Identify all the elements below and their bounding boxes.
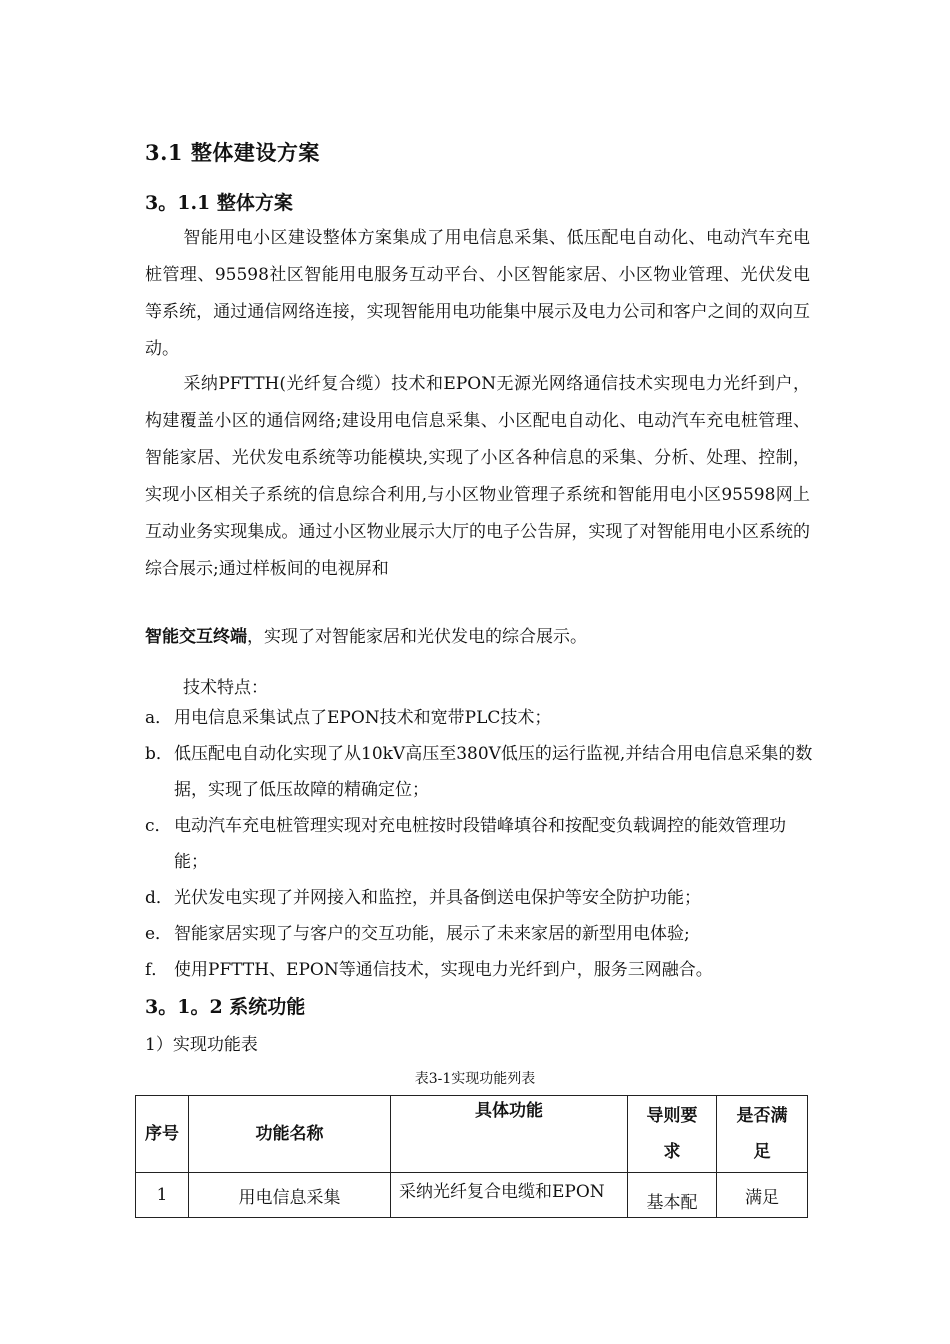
feature-marker: e． <box>145 924 173 944</box>
header-requirement <box>628 1096 717 1173</box>
table-caption: 表3-1实现功能列表 <box>414 1071 536 1087</box>
feature-text: 智能家居实现了与客户的交互功能，展示了未来家居的新型用电体验; <box>174 924 690 944</box>
subsection-title-overall: 3。1.1 整体方案 <box>145 192 293 214</box>
feature-item-b <box>145 736 815 808</box>
cell-seq: 1 <box>136 1173 189 1218</box>
header-detail: 具体功能 <box>391 1096 628 1173</box>
feature-marker: a． <box>145 708 173 728</box>
paragraph-overview-text: 智能用电小区建设整体方案集成了用电信息采集、低压配电自动化、电动汽车充电桩管理、95598社区智能用电服务互动平台、小区智能家居、小区物业管理、光伏发电等系统，通过通信网络连接，实现智能用电功能集中展示及电力公司和客户之间的双向互动。 <box>145 228 810 359</box>
function-table <box>135 1095 808 1218</box>
paragraph-tail <box>145 622 587 647</box>
table-row <box>136 1173 808 1218</box>
features-label: 技术特点： <box>183 678 268 698</box>
paragraph-technology-text: 采纳PFTTH(光纤复合缆）技术和EPON无源光网络通信技术实现电力光纤到户，构建覆盖小区的通信网络;建设用电信息采集、小区配电自动化、电动汽车充电桩管理、智能家居、光伏发电系统等功能模块,实现了小区各种信息的采集、分析、处理、控制，实现小区相关子系统的信息综合利用,与小区物业管理子系统和智能用电小区95598网上互动业务实现集成。通过小区物业展示大厅的电子公告屏，实现了对智能用电小区系统的综合展示;通过样板间的电视屏和 <box>145 374 810 579</box>
feature-item-a <box>145 700 815 736</box>
header-seq <box>136 1096 189 1173</box>
header-satisfied <box>717 1096 808 1173</box>
feature-text: 使用PFTTH、EPON等通信技术，实现电力光纤到户，服务三网融合。 <box>174 960 713 980</box>
cell-detail: 采纳光纤复合电缆和EPON <box>391 1173 628 1218</box>
feature-text: 低压配电自动化实现了从10kV高压至380V低压的运行监视,并结合用电信息采集的数据，实现了低压故障的精确定位； <box>174 744 813 800</box>
paragraph-tail-text: ，实现了对智能家居和光伏发电的综合展示。 <box>247 627 587 647</box>
section-title: 3.1 整体建设方案 <box>145 140 320 165</box>
feature-text: 光伏发电实现了并网接入和监控，并具备倒送电保护等安全防护功能； <box>174 888 701 908</box>
header-name: 功能名称 <box>189 1096 391 1173</box>
feature-text: 电动汽车充电桩管理实现对充电桩按时段错峰填谷和按配变负载调控的能效管理功能； <box>174 816 786 872</box>
header-seq-text: 序号 <box>145 1124 179 1144</box>
header-satisfied-text: 是否满足 <box>736 1106 788 1162</box>
feature-marker: c． <box>145 816 172 836</box>
cell-requirement: 基本配 <box>628 1173 717 1218</box>
cell-satisfied: 满足 <box>717 1173 808 1218</box>
cell-name: 用电信息采集 <box>189 1173 391 1218</box>
header-requirement-text: 导则要求 <box>646 1106 698 1162</box>
list-title: 1）实现功能表 <box>145 1035 258 1055</box>
feature-marker: d． <box>145 888 173 908</box>
feature-marker: b． <box>145 744 173 764</box>
feature-item-e <box>145 916 815 952</box>
feature-item-d <box>145 880 815 916</box>
feature-text: 用电信息采集试点了EPON技术和宽带PLC技术； <box>174 708 552 728</box>
paragraph-overview <box>145 220 810 368</box>
table-header-row <box>136 1096 808 1173</box>
subsection-title-functions: 3。1。2 系统功能 <box>145 996 306 1018</box>
feature-marker: f． <box>145 960 169 980</box>
paragraph-technology <box>145 366 810 588</box>
bold-term: 智能交互终端 <box>145 627 247 647</box>
feature-item-c <box>145 808 815 880</box>
feature-item-f <box>145 952 815 988</box>
